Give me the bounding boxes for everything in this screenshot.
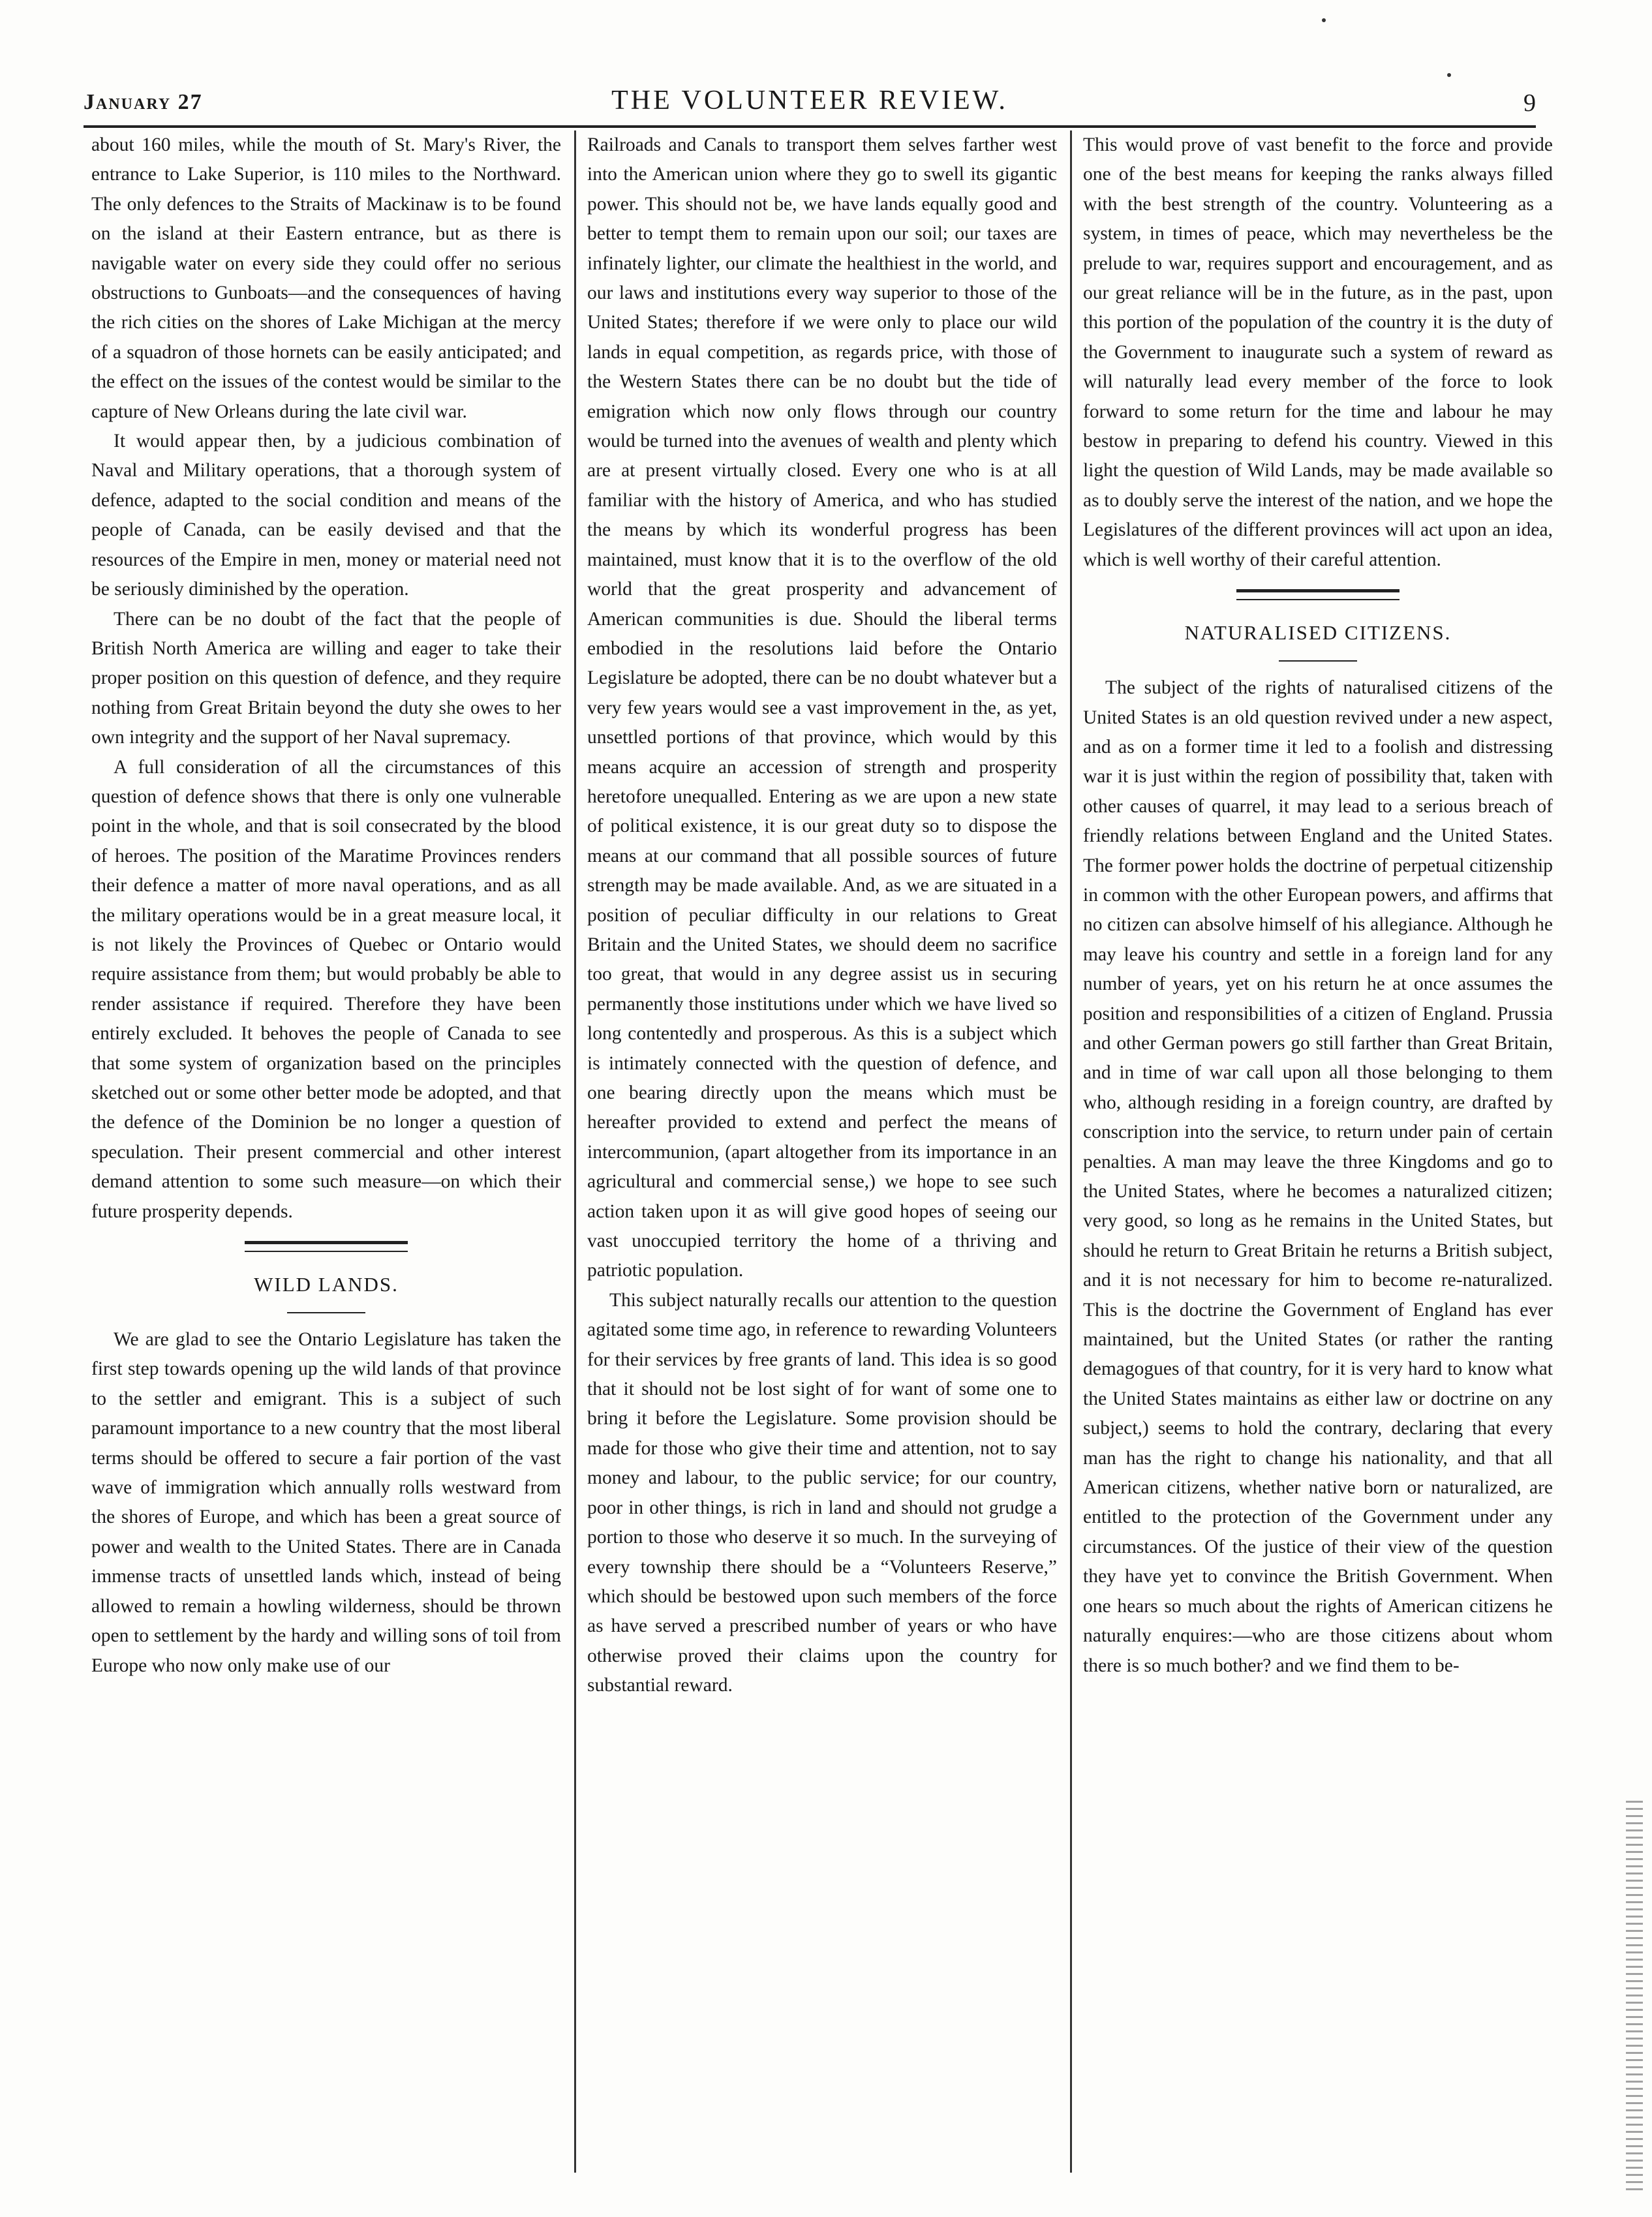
section-separator (1236, 589, 1400, 600)
col2-paragraph-1: Railroads and Canals to transport them selves farther west into the American union where they go to swell its gigantic power. This should not be, we have lands equally good and better to tempt them to remain upon our soil; our taxes are infinately lighter, our climate the healthiest in the world, and our laws and institutions every way superior to those of the United States; therefore if we were only to place our wild lands in equal competition, as regards price, with those of the Western States there can be no doubt but the tide of emigration which now only flows through our country would be turned into the avenues of wealth and plenty which are at present virtually closed. Every one who is at all familiar with the history of America, and who has studied the means by which its wonderful progress has been maintained, must know that it is to the overflow of the old world that the great prosperity and advancement of American communities is due. Should the liberal terms embodied in the resolutions laid before the Ontario Legislature be adopted, there can be no doubt whatever but a very few years would see a vast improvement in the, as yet, unsettled portions of that province, which would by this means acquire an accession of strength and prosperity heretofore unequalled. Entering as we are upon a new state of political existence, it is our great duty so to dispose the means at our command that all possible sources of future strength may be made available. And, as we are situated in a position of peculiar difficulty in our relations to Great Britain and the United States, we should deem no sacrifice too great, that would in any degree assist us in securing permanently those institutions under which we have lived so long contentedly and prosperous. As this is a subject which is intimately connected with the question of defence, and one bearing directly upon the means which must be hereafter provided to extend and perfect the means of intercommunion, (apart altogether from its importance in an agricultural and commercial sense,) we hope to see such action taken upon it as will give good hopes of seeing our vast unoccupied territory the home of a thriving and patriotic population. (587, 134, 1057, 1281)
column-divider-1 (574, 130, 576, 2173)
print-speck (1447, 73, 1451, 77)
section-title-wild-lands: WILD LANDS. (254, 1273, 399, 1296)
column-divider-2 (1070, 130, 1072, 2173)
col3-section-paragraph-1: The subject of the rights of naturalised citizens of the United States is an old question revived under a new aspect, and as on a former time it led to a foolish and distressing war it is just within the region of possibility that, taken with other causes of quarrel, it may lead to a serious breach of friendly relations between England and the United States. The former power holds the doctrine of perpetual citizenship in common with the other European powers, and affirms that no citizen can absolve himself of his allegiance. Although he may leave his country and settle in a foreign land for any number of years, yet on his return he at once assumes the position and responsibilities of a citizen of England. Prussia and other German powers go still farther than Great Britain, and in time of war call upon all those belonging to them who, although residing in a foreign country, are drafted by conscription into the service, to return under pain of certain penalties. A man may leave the three Kingdoms and go to the United States, where he becomes a naturalized citizen; very good, so long as he remains in the United States, but should he return to Great Britain he returns a British subject, and it is not necessary for him to become re-naturalized. This is the doctrine the Government of England has ever maintained, but the United States (or rather the ranting demagogues of that country, for it is very hard to know what the United States maintains as either law or doctrine on any subject,) seems to hold the contrary, declaring that every man has the right to change his nationality, and that all American citizens, whether native born or naturalized, are entitled to the protection of the Government under any circumstances. Of the justice of their view of the question they have yet to convince the British Government. When one hears so much about the rights of American citizens he naturally enquires:—who are those citizens about whom there is so much bother? and we find them to be- (1083, 677, 1553, 1676)
publication-title: THE VOLUNTEER REVIEW. (611, 85, 1008, 115)
page-edge-artifact (1626, 1801, 1643, 2192)
col1-paragraph-4: A full consideration of all the circumstances of this question of defence shows that there is only one vulnerable point in the whole, and that is soil consecrated by the blood of heroes. The position of the Maratime Provinces renders their defence a matter of more naval operations, and as all the military operations would be in a great measure local, it is not likely the Provinces of Quebec or Ontario would require assistance from them; but would probably be able to render assistance if required. Therefore they have been entirely excluded. It behoves the people of Canada to see that some system of organization based on the principles sketched out or some other better mode be adopted, and that the defence of the Dominion be no longer a question of speculation. Their present commercial and other interest demand attention to some such measure—on which their future prosperity depends. (91, 756, 561, 1222)
section-title-naturalised-citizens: NATURALISED CITIZENS. (1184, 621, 1452, 645)
page-header (84, 82, 1536, 121)
page-number: 9 (1523, 89, 1536, 117)
header-rule (84, 125, 1536, 128)
col3-paragraph-1: This would prove of vast benefit to the force and provide one of the best means for keeping the ranks always filled with the best strength of the country. Volunteering as a system, in times of peace, which may nevertheless be the prelude to war, requires support and encouragement, and as our great reliance will be in the future, as in the past, upon this portion of the population of the country it is the duty of the Government to inaugurate such a system of reward as will naturally lead every member of the force to look forward to some return for the time and labour he may bestow in preparing to defend his country. Viewed in this light the question of Wild Lands, may be made available so as to doubly serve the interest of the nation, and we hope the Legislatures of the different provinces will act upon an idea, which is well worthy of their careful attention. (1083, 134, 1553, 570)
title-underline (1279, 660, 1357, 662)
col1-paragraph-2: It would appear then, by a judicious combination of Naval and Military operations, that a thorough system of defence, adapted to the social condition and means of the people of Canada, can be easily devised and that the resources of the Empire in men, money or material need not be seriously diminished by the operation. (91, 431, 561, 600)
issue-date: January 27 (84, 90, 203, 114)
column-1 (91, 130, 561, 2179)
col1-paragraph-3: There can be no doubt of the fact that the people of British North America are willing and eager to take their proper position on this question of defence, and they require nothing from Great Britain beyond the duty she owes to her own integrity and the support of her Naval supremacy. (91, 608, 561, 748)
column-3 (1083, 130, 1553, 2179)
column-2 (587, 130, 1057, 2179)
col1-section-paragraph-1: We are glad to see the Ontario Legislature has taken the first step towards opening up the wild lands of that province to the settler and emigrant. This is a subject of such paramount importance to a new country that the most liberal terms should be offered to secure a fair portion of the vast wave of immigration which annually rolls westward from the shores of Europe, and which has been a great source of power and wealth to the United States. There are in Canada immense tracts of unsettled lands which, instead of being allowed to remain a howling wilderness, should be thrown open to settlement by the hardy and willing sons of toil from Europe who now only make use of our (91, 1329, 561, 1676)
col1-paragraph-1: about 160 miles, while the mouth of St. Mary's River, the entrance to Lake Superior, is 110 miles to the Northward. The only defences to the Straits of Mackinaw is to be found on the island at their Eastern entrance, but as there is navigable water on every side they could offer no serious obstructions to Gunboats—and the consequences of having the rich cities on the shores of Lake Michigan at the mercy of a squadron of those hornets can be easily anticipated; and the effect on the issues of the contest would be similar to the capture of New Orleans during the late civil war. (91, 134, 561, 422)
title-underline (287, 1312, 365, 1313)
section-separator (245, 1241, 408, 1252)
col2-paragraph-2: This subject naturally recalls our attention to the question agitated some time ago, in reference to rewarding Volunteers for their services by free grants of land. This idea is so good that it should not be lost sight of for want of some one to bring it before the Legislature. Some provision should be made for those who give their time and attention, not to say money and labour, to the public service; for our country, poor in other things, is rich in land and should not grudge a portion to those who deserve it so much. In the surveying of every township there should be a “Volunteers Reserve,” which should be bestowed upon such members of the force as have served a prescribed number of years or who have otherwise proved their claims upon the country for substantial reward. (587, 1289, 1057, 1696)
print-speck (1322, 18, 1326, 22)
